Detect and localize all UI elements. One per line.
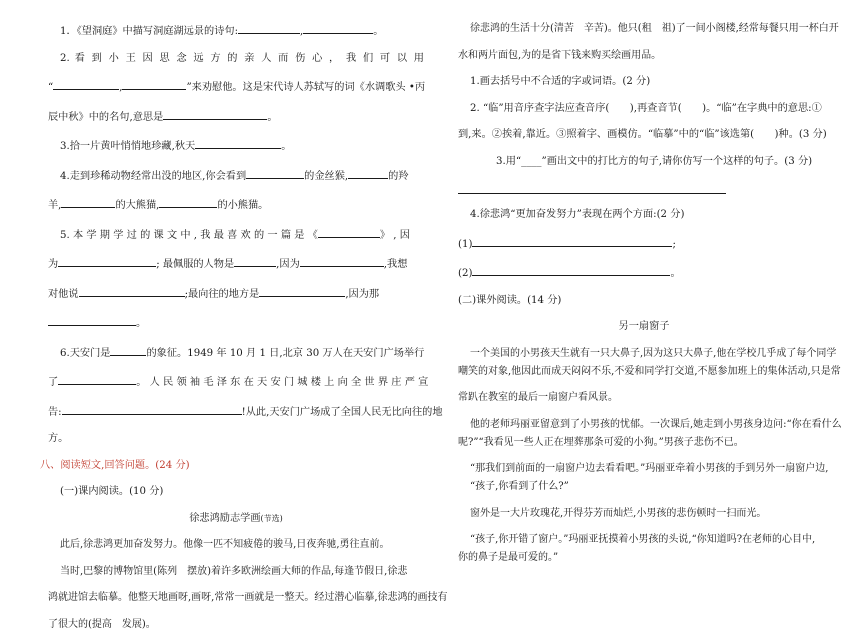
s9-text: “孩子,你开错了窗户。”玛丽亚抚摸着小男孩的头说,“你知道吗?在老师的心目中, bbox=[470, 534, 816, 545]
q1-text: 1．《望洞庭》中描写洞庭湖远景的诗句: bbox=[60, 26, 238, 37]
question-6-line-d bbox=[48, 432, 424, 446]
answer-blank[interactable] bbox=[259, 285, 345, 297]
section-8-text: 八、阅读短文,回答问题。(24 分) bbox=[40, 459, 190, 471]
answer-blank[interactable] bbox=[234, 255, 276, 267]
question-r2-line-a bbox=[458, 102, 830, 116]
story-line bbox=[458, 533, 830, 547]
q5-text-a: 5. 本 学 期 学 过 的 课 文 中 , 我 最 喜 欢 的 一 篇 是 《 bbox=[60, 229, 318, 241]
answer-blank[interactable] bbox=[318, 226, 380, 238]
q4-text-b: 羊, bbox=[48, 200, 62, 211]
p2b-text: 鸿就进馆去临摹。他整天地画呀,画呀,常常一画就是一整天。经过潜心临摹,徐悲鸿的画技有 bbox=[48, 592, 448, 603]
question-5-line-c bbox=[48, 285, 424, 302]
s7-text: “孩子,你看到了什么?” bbox=[470, 481, 569, 492]
q5-end-a: 》 , 因 bbox=[379, 229, 410, 241]
answer-blank[interactable] bbox=[58, 373, 136, 385]
rq3-text: 3.用“____”画出文中的打比方的句子,请你仿写一个这样的句子。(3 分) bbox=[496, 155, 813, 167]
q3-end: 。 bbox=[281, 141, 292, 152]
s1-text: 一个美国的小男孩天生就有一只大鼻子,因为这只大鼻子,他在学校几乎成了每个同学 bbox=[470, 347, 837, 359]
question-r2-line-b bbox=[458, 128, 830, 142]
q5-end-c: ,因为那 bbox=[345, 288, 380, 300]
story-line bbox=[458, 418, 842, 432]
answer-blank[interactable] bbox=[348, 167, 388, 179]
story-line bbox=[458, 436, 830, 450]
answer-blank[interactable] bbox=[58, 255, 156, 267]
question-1 bbox=[48, 22, 424, 39]
answer-blank[interactable] bbox=[472, 235, 672, 247]
article-paragraph-3a bbox=[458, 22, 839, 36]
question-2-line-a bbox=[48, 52, 424, 66]
question-6-line-b bbox=[48, 373, 429, 390]
section-8-heading bbox=[40, 459, 424, 473]
question-3 bbox=[48, 137, 424, 154]
story-line bbox=[458, 507, 830, 521]
p1-text: 此后,徐悲鸿更加奋发努力。他像一匹不知疲倦的骏马,日夜奔驰,勇往直前。 bbox=[60, 539, 390, 550]
rq4-1-label: (1) bbox=[458, 238, 473, 250]
p2c-text: 了很大的(提高 发展)。 bbox=[48, 618, 156, 630]
question-5-line-b bbox=[48, 255, 424, 272]
answer-line[interactable] bbox=[458, 181, 726, 194]
story-line bbox=[458, 365, 841, 379]
s2-text: 嘲笑的对象,他因此而成天闷闷不乐,不爱和同学打交道,不愿参加班上的集体活动,只是常 bbox=[458, 365, 841, 377]
answer-blank[interactable] bbox=[303, 22, 373, 34]
s8-text: 窗外是一大片玫瑰花,开得芬芳而灿烂,小男孩的悲伤顿时一扫而光。 bbox=[470, 507, 767, 519]
answer-blank[interactable] bbox=[62, 403, 242, 415]
q6-text-a: 6.天安门是 bbox=[60, 347, 111, 359]
right-column bbox=[458, 22, 842, 578]
story-title-text: 另一扇窗子 bbox=[618, 321, 670, 332]
story-line bbox=[458, 462, 830, 476]
question-6-line-c bbox=[48, 403, 443, 420]
story-line bbox=[458, 480, 830, 494]
q6-mid-a: 的象征。1949 年 10 月 1 日,北京 30 万人在天安门广场举行 bbox=[146, 347, 425, 359]
rq4-1-end: ; bbox=[672, 238, 676, 250]
rq4-2-label: (2) bbox=[458, 268, 473, 279]
r1-text: 徐悲鸿的生活十分(清苦 辛苦)。他只(租 祖)了一间小阁楼,经常每餐只用一杯白开 bbox=[470, 23, 839, 34]
q2-text-b: ”来劝慰他。这是宋代诗人苏轼写的词《水调歌头 •丙 bbox=[186, 82, 426, 93]
answer-blank[interactable] bbox=[159, 196, 217, 208]
story-line bbox=[458, 347, 837, 361]
q2-text-a: 2. 看 到 小 王 因 思 念 远 方 的 亲 人 而 伤 心 ， 我 们 可 以 用 bbox=[60, 52, 424, 64]
answer-blank[interactable] bbox=[472, 264, 670, 276]
q4-mid-a: 的金丝猴, bbox=[304, 170, 349, 182]
question-6-line-a bbox=[48, 344, 424, 361]
answer-blank[interactable] bbox=[163, 108, 267, 120]
rq1-text: 1.画去括号中不合适的字或词语。(2 分) bbox=[470, 76, 651, 87]
q5-text-b: 为 bbox=[48, 259, 59, 270]
rq2b-text: 到,来。②挨着,靠近。③照着字、画模仿。“临摹”中的“临”该选第( )种。(3 分) bbox=[458, 129, 827, 140]
q6-text-d: 方。 bbox=[48, 433, 69, 444]
question-4-line-b bbox=[48, 196, 424, 213]
q5-end-b: ,我想 bbox=[383, 259, 408, 270]
q2-text-c: 辰中秋》中的名句,意思是 bbox=[48, 111, 164, 123]
q2-sep: , bbox=[119, 82, 123, 93]
q5-text-c: 对他说 bbox=[48, 288, 79, 300]
q6-end-c: !从此,天安门广场成了全国人民无比向往的地 bbox=[241, 406, 443, 418]
story-title bbox=[458, 320, 830, 334]
answer-blank[interactable] bbox=[61, 196, 115, 208]
part-1-heading bbox=[48, 485, 424, 499]
question-r3 bbox=[458, 155, 830, 169]
question-4-line-a bbox=[48, 167, 424, 184]
question-2-line-c bbox=[48, 108, 424, 125]
q4-end-a: 的羚 bbox=[388, 170, 409, 182]
q6-text-c: 告: bbox=[48, 406, 62, 418]
article-title-text: 徐悲鸿励志学画 bbox=[189, 512, 261, 524]
question-5-line-d bbox=[48, 314, 424, 331]
q5-end-d: 。 bbox=[136, 318, 147, 329]
r2-text: 水和两片面包,为的是省下钱来购买绘画用品。 bbox=[458, 49, 662, 61]
q4-end-b: 的小熊猫。 bbox=[217, 200, 269, 211]
q2-end: 。 bbox=[267, 111, 278, 123]
story-line bbox=[458, 391, 830, 405]
part-2-text: (二)课外阅读。(14 分) bbox=[458, 294, 562, 306]
answer-blank[interactable] bbox=[300, 255, 384, 267]
answer-blank[interactable] bbox=[110, 344, 146, 356]
question-2-line-b bbox=[48, 78, 424, 95]
q4-mid-b: 的大熊猫, bbox=[115, 200, 160, 211]
rq4-2-end: 。 bbox=[670, 268, 681, 279]
q2-open-quote: “ bbox=[48, 82, 54, 93]
q1-end: 。 bbox=[373, 26, 384, 37]
question-r4-2 bbox=[458, 264, 830, 281]
s6-text: “那我们到前面的一扇窗户边去看看吧。”玛丽亚牵着小男孩的手到另外一扇窗户边, bbox=[470, 463, 829, 474]
answer-blank[interactable] bbox=[246, 167, 304, 179]
rq2a-text: 2. “临”用音序查字法应查音序( ),再查音节( )。“临”在字典中的意思:① bbox=[470, 102, 822, 114]
p2a-text: 当时,巴黎的博物馆里(陈列 摆放)着许多欧洲绘画大师的作品,每逢节假日,徐悲 bbox=[60, 565, 408, 577]
story-line bbox=[458, 551, 830, 565]
article-title bbox=[48, 512, 424, 526]
answer-blank[interactable] bbox=[195, 137, 281, 149]
rq4-text: 4.徐悲鸿“更加奋发努力”表现在两个方面:(2 分) bbox=[470, 209, 685, 220]
part-2-heading bbox=[458, 294, 830, 308]
question-r1 bbox=[458, 75, 830, 89]
article-note: (节选) bbox=[260, 513, 283, 523]
left-column bbox=[40, 22, 448, 644]
answer-blank[interactable] bbox=[79, 285, 185, 297]
question-r4-1 bbox=[458, 235, 830, 252]
answer-blank[interactable] bbox=[53, 78, 119, 90]
part-1-text: (一)课内阅读。(10 分) bbox=[60, 486, 164, 497]
s3-text: 常趴在教室的最后一扇窗户看风景。 bbox=[458, 392, 618, 403]
s10-text: 你的鼻子是最可爱的。” bbox=[458, 552, 559, 563]
answer-blank[interactable] bbox=[238, 22, 300, 34]
q1-sep: , bbox=[300, 26, 304, 37]
q6-text-b: 了 bbox=[48, 377, 59, 388]
article-paragraph-2a bbox=[48, 565, 424, 579]
answer-blank[interactable] bbox=[48, 314, 136, 326]
q3-text: 3.拾一片黄叶悄悄地珍藏,秋天 bbox=[60, 141, 196, 152]
q6-mid-b: 。 人 民 领 袖 毛 泽 东 在 天 安 门 城 楼 上 向 全 世 界 庄 严 宣 bbox=[136, 377, 429, 388]
s4-text: 他的老师玛丽亚留意到了小男孩的忧郁。一次课后,她走到小男孩身边问:“你在看什么 bbox=[470, 418, 842, 430]
q5-mid-b: ; 最佩服的人物是 bbox=[156, 259, 235, 270]
article-paragraph-2b bbox=[48, 591, 448, 605]
question-r4 bbox=[458, 208, 830, 222]
q5-mid-c: ;最向往的地方是 bbox=[184, 288, 260, 300]
article-paragraph-3b bbox=[458, 49, 830, 63]
q5-mid2-b: ,因为 bbox=[276, 259, 300, 270]
answer-blank[interactable] bbox=[122, 78, 186, 90]
q4-text-a: 4.走到珍稀动物经常出没的地区,你会看到 bbox=[60, 170, 247, 182]
article-paragraph-1 bbox=[48, 538, 424, 552]
question-5-line-a bbox=[48, 226, 424, 243]
article-paragraph-2c bbox=[48, 618, 424, 632]
s5-text: 呢?”“我看见一些人正在埋葬那条可爱的小狗。”男孩子悲伤不已。 bbox=[458, 436, 744, 448]
